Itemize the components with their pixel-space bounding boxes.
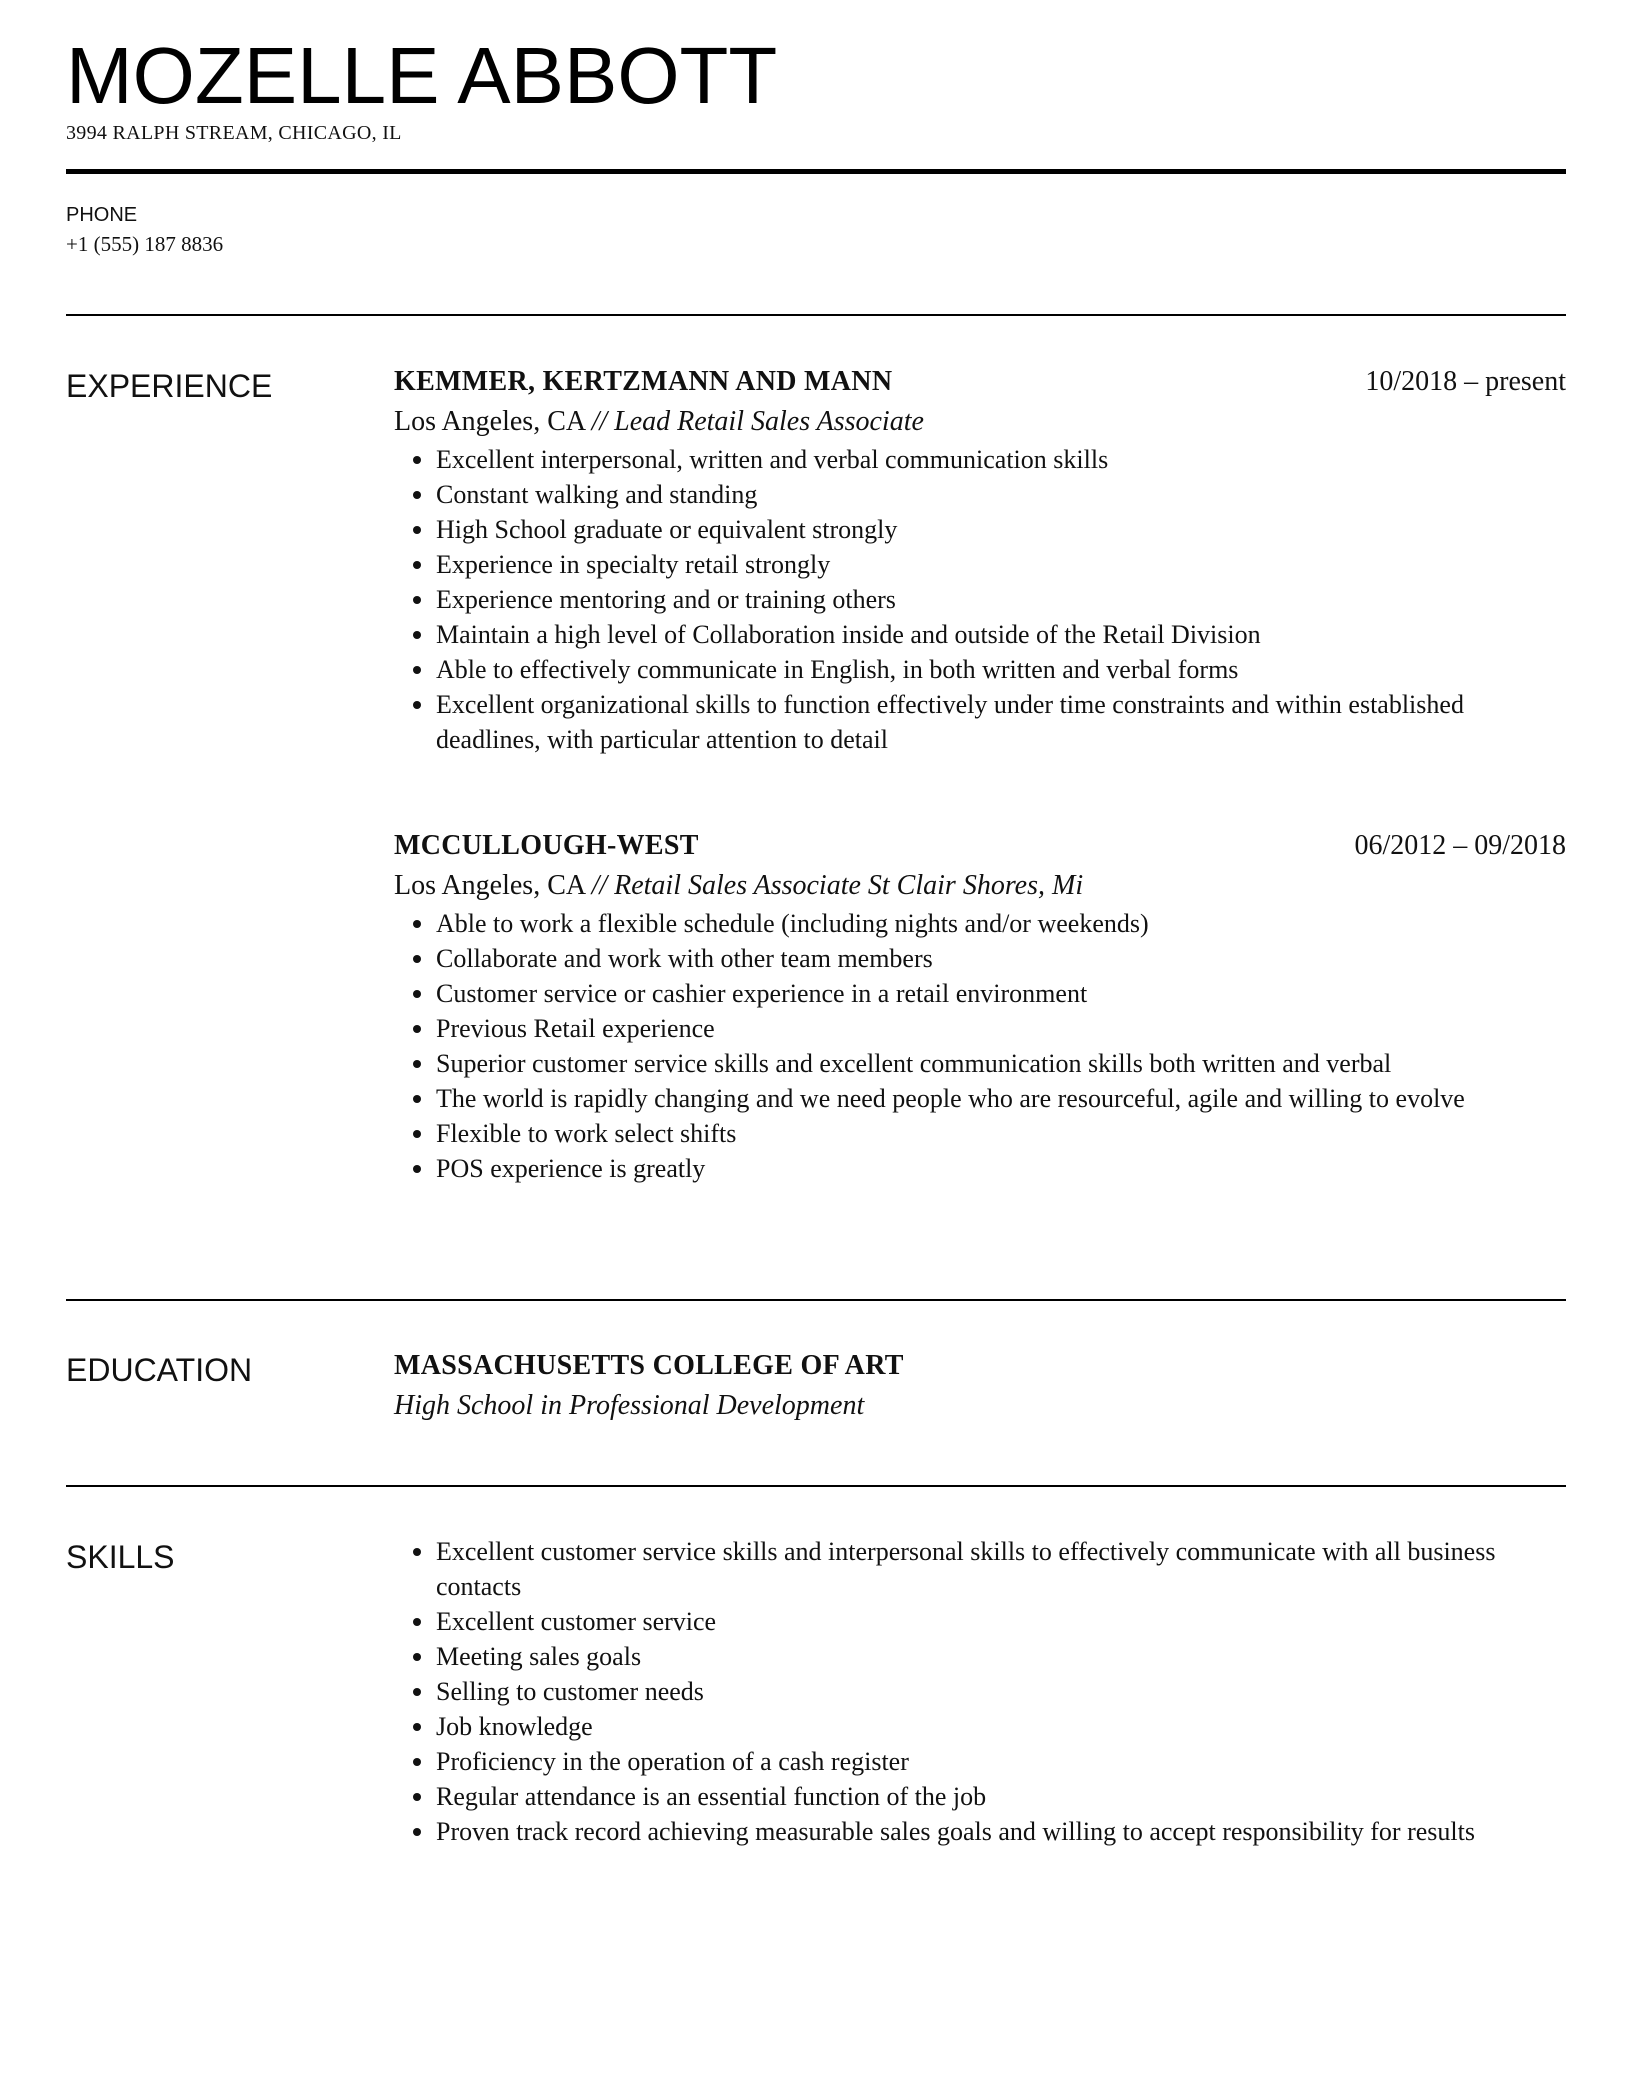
list-item-text: Superior customer service skills and excellent communication skills both written and verbal xyxy=(436,1049,1392,1078)
bullet-icon xyxy=(413,596,421,604)
bullet-icon xyxy=(413,1828,421,1836)
list-item-text: Experience mentoring and or training others xyxy=(436,585,896,614)
list-item-text: Job knowledge xyxy=(436,1712,593,1741)
list-item-text: POS experience is greatly xyxy=(436,1154,706,1183)
bullet-icon xyxy=(413,526,421,534)
list-item-text: Flexible to work select shifts xyxy=(436,1119,737,1148)
skills-list xyxy=(394,1534,1566,1849)
skills-list-container xyxy=(394,1534,1566,1849)
job-responsibilities xyxy=(394,906,1566,1186)
list-item xyxy=(394,687,1566,757)
list-item-text: Excellent customer service skills and interpersonal skills to effectively communicate with all business contacts xyxy=(436,1537,1496,1601)
list-item-text: Able to effectively communicate in English, in both written and verbal forms xyxy=(436,655,1239,684)
list-item xyxy=(394,1116,1566,1151)
candidate-name: MOZELLE ABBOTT xyxy=(66,31,778,120)
header-divider xyxy=(66,169,1566,174)
bullet-icon xyxy=(413,631,421,639)
job-dates: 06/2012 – 09/2018 xyxy=(1354,830,1566,861)
bullet-icon xyxy=(413,1060,421,1068)
list-item xyxy=(394,1081,1566,1116)
list-item xyxy=(394,1779,1566,1814)
list-item xyxy=(394,1534,1566,1604)
bullet-icon xyxy=(413,1758,421,1766)
phone-label: PHONE xyxy=(66,204,138,226)
list-item xyxy=(394,1151,1566,1186)
list-item-text: The world is rapidly changing and we need people who are resourceful, agile and willing to evolve xyxy=(436,1084,1465,1113)
job-location: Los Angeles, CA xyxy=(394,870,585,901)
list-item xyxy=(394,976,1566,1011)
list-item-text: Able to work a flexible schedule (including nights and/or weekends) xyxy=(436,909,1149,938)
bullet-icon xyxy=(413,1130,421,1138)
list-item-text: Proven track record achieving measurable sales goals and willing to accept responsibility for results xyxy=(436,1817,1475,1846)
list-item-text: Previous Retail experience xyxy=(436,1014,715,1043)
section-divider xyxy=(66,1299,1566,1301)
company-name: KEMMER, KERTZMANN AND MANN xyxy=(394,366,893,397)
list-item xyxy=(394,652,1566,687)
list-item xyxy=(394,617,1566,652)
job-header xyxy=(394,826,1566,866)
list-item-text: Meeting sales goals xyxy=(436,1642,642,1671)
job-responsibilities xyxy=(394,442,1566,757)
bullet-icon xyxy=(413,1723,421,1731)
bullet-icon xyxy=(413,1793,421,1801)
job-subline xyxy=(394,402,1566,442)
bullet-icon xyxy=(413,955,421,963)
bullet-icon xyxy=(413,1165,421,1173)
list-item-text: Excellent interpersonal, written and verbal communication skills xyxy=(436,445,1109,474)
list-item xyxy=(394,442,1566,477)
bullet-icon xyxy=(413,1618,421,1626)
experience-job-2 xyxy=(394,826,1566,1186)
job-role: Lead Retail Sales Associate xyxy=(614,406,924,437)
bullet-icon xyxy=(413,1653,421,1661)
section-divider xyxy=(66,314,1566,316)
skills-section-title: SKILLS xyxy=(66,1539,175,1575)
separator: // xyxy=(591,406,608,437)
bullet-icon xyxy=(413,491,421,499)
list-item-text: Excellent customer service xyxy=(436,1607,717,1636)
degree: High School in Professional Development xyxy=(394,1390,865,1421)
list-item xyxy=(394,1674,1566,1709)
list-item xyxy=(394,1814,1566,1849)
education-section-title: EDUCATION xyxy=(66,1352,253,1388)
bullet-icon xyxy=(413,1095,421,1103)
separator: // xyxy=(591,870,608,901)
experience-section-title: EXPERIENCE xyxy=(66,368,273,404)
phone-number: +1 (555) 187 8836 xyxy=(66,232,224,256)
experience-job-1 xyxy=(394,362,1566,757)
job-location: Los Angeles, CA xyxy=(394,406,585,437)
list-item xyxy=(394,547,1566,582)
job-role: Retail Sales Associate St Clair Shores, Mi xyxy=(614,870,1084,901)
list-item-text: Regular attendance is an essential function of the job xyxy=(436,1782,987,1811)
list-item-text: Maintain a high level of Collaboration inside and outside of the Retail Division xyxy=(436,620,1261,649)
bullet-icon xyxy=(413,1688,421,1696)
list-item-text: Proficiency in the operation of a cash register xyxy=(436,1747,909,1776)
candidate-address: 3994 RALPH STREAM, CHICAGO, IL xyxy=(66,122,402,144)
list-item xyxy=(394,906,1566,941)
list-item xyxy=(394,582,1566,617)
list-item-text: Collaborate and work with other team members xyxy=(436,944,933,973)
list-item-text: Excellent organizational skills to function effectively under time constraints and within established deadlines, with particular attention to detail xyxy=(436,690,1464,754)
section-divider xyxy=(66,1485,1566,1487)
company-name: MCCULLOUGH-WEST xyxy=(394,830,699,861)
job-subline xyxy=(394,866,1566,906)
list-item-text: Constant walking and standing xyxy=(436,480,758,509)
list-item xyxy=(394,1744,1566,1779)
list-item xyxy=(394,1604,1566,1639)
list-item xyxy=(394,1046,1566,1081)
list-item xyxy=(394,1639,1566,1674)
list-item-text: High School graduate or equivalent strongly xyxy=(436,515,898,544)
education-entry xyxy=(394,1346,1566,1426)
bullet-icon xyxy=(413,456,421,464)
bullet-icon xyxy=(413,920,421,928)
bullet-icon xyxy=(413,561,421,569)
bullet-icon xyxy=(413,990,421,998)
list-item-text: Experience in specialty retail strongly xyxy=(436,550,831,579)
list-item xyxy=(394,941,1566,976)
job-dates: 10/2018 – present xyxy=(1365,366,1566,397)
bullet-icon xyxy=(413,701,421,709)
list-item xyxy=(394,1709,1566,1744)
school-name: MASSACHUSETTS COLLEGE OF ART xyxy=(394,1350,904,1381)
list-item xyxy=(394,1011,1566,1046)
list-item xyxy=(394,512,1566,547)
list-item-text: Customer service or cashier experience in a retail environment xyxy=(436,979,1088,1008)
list-item xyxy=(394,477,1566,512)
bullet-icon xyxy=(413,666,421,674)
list-item-text: Selling to customer needs xyxy=(436,1677,704,1706)
bullet-icon xyxy=(413,1548,421,1556)
job-header xyxy=(394,362,1566,402)
bullet-icon xyxy=(413,1025,421,1033)
